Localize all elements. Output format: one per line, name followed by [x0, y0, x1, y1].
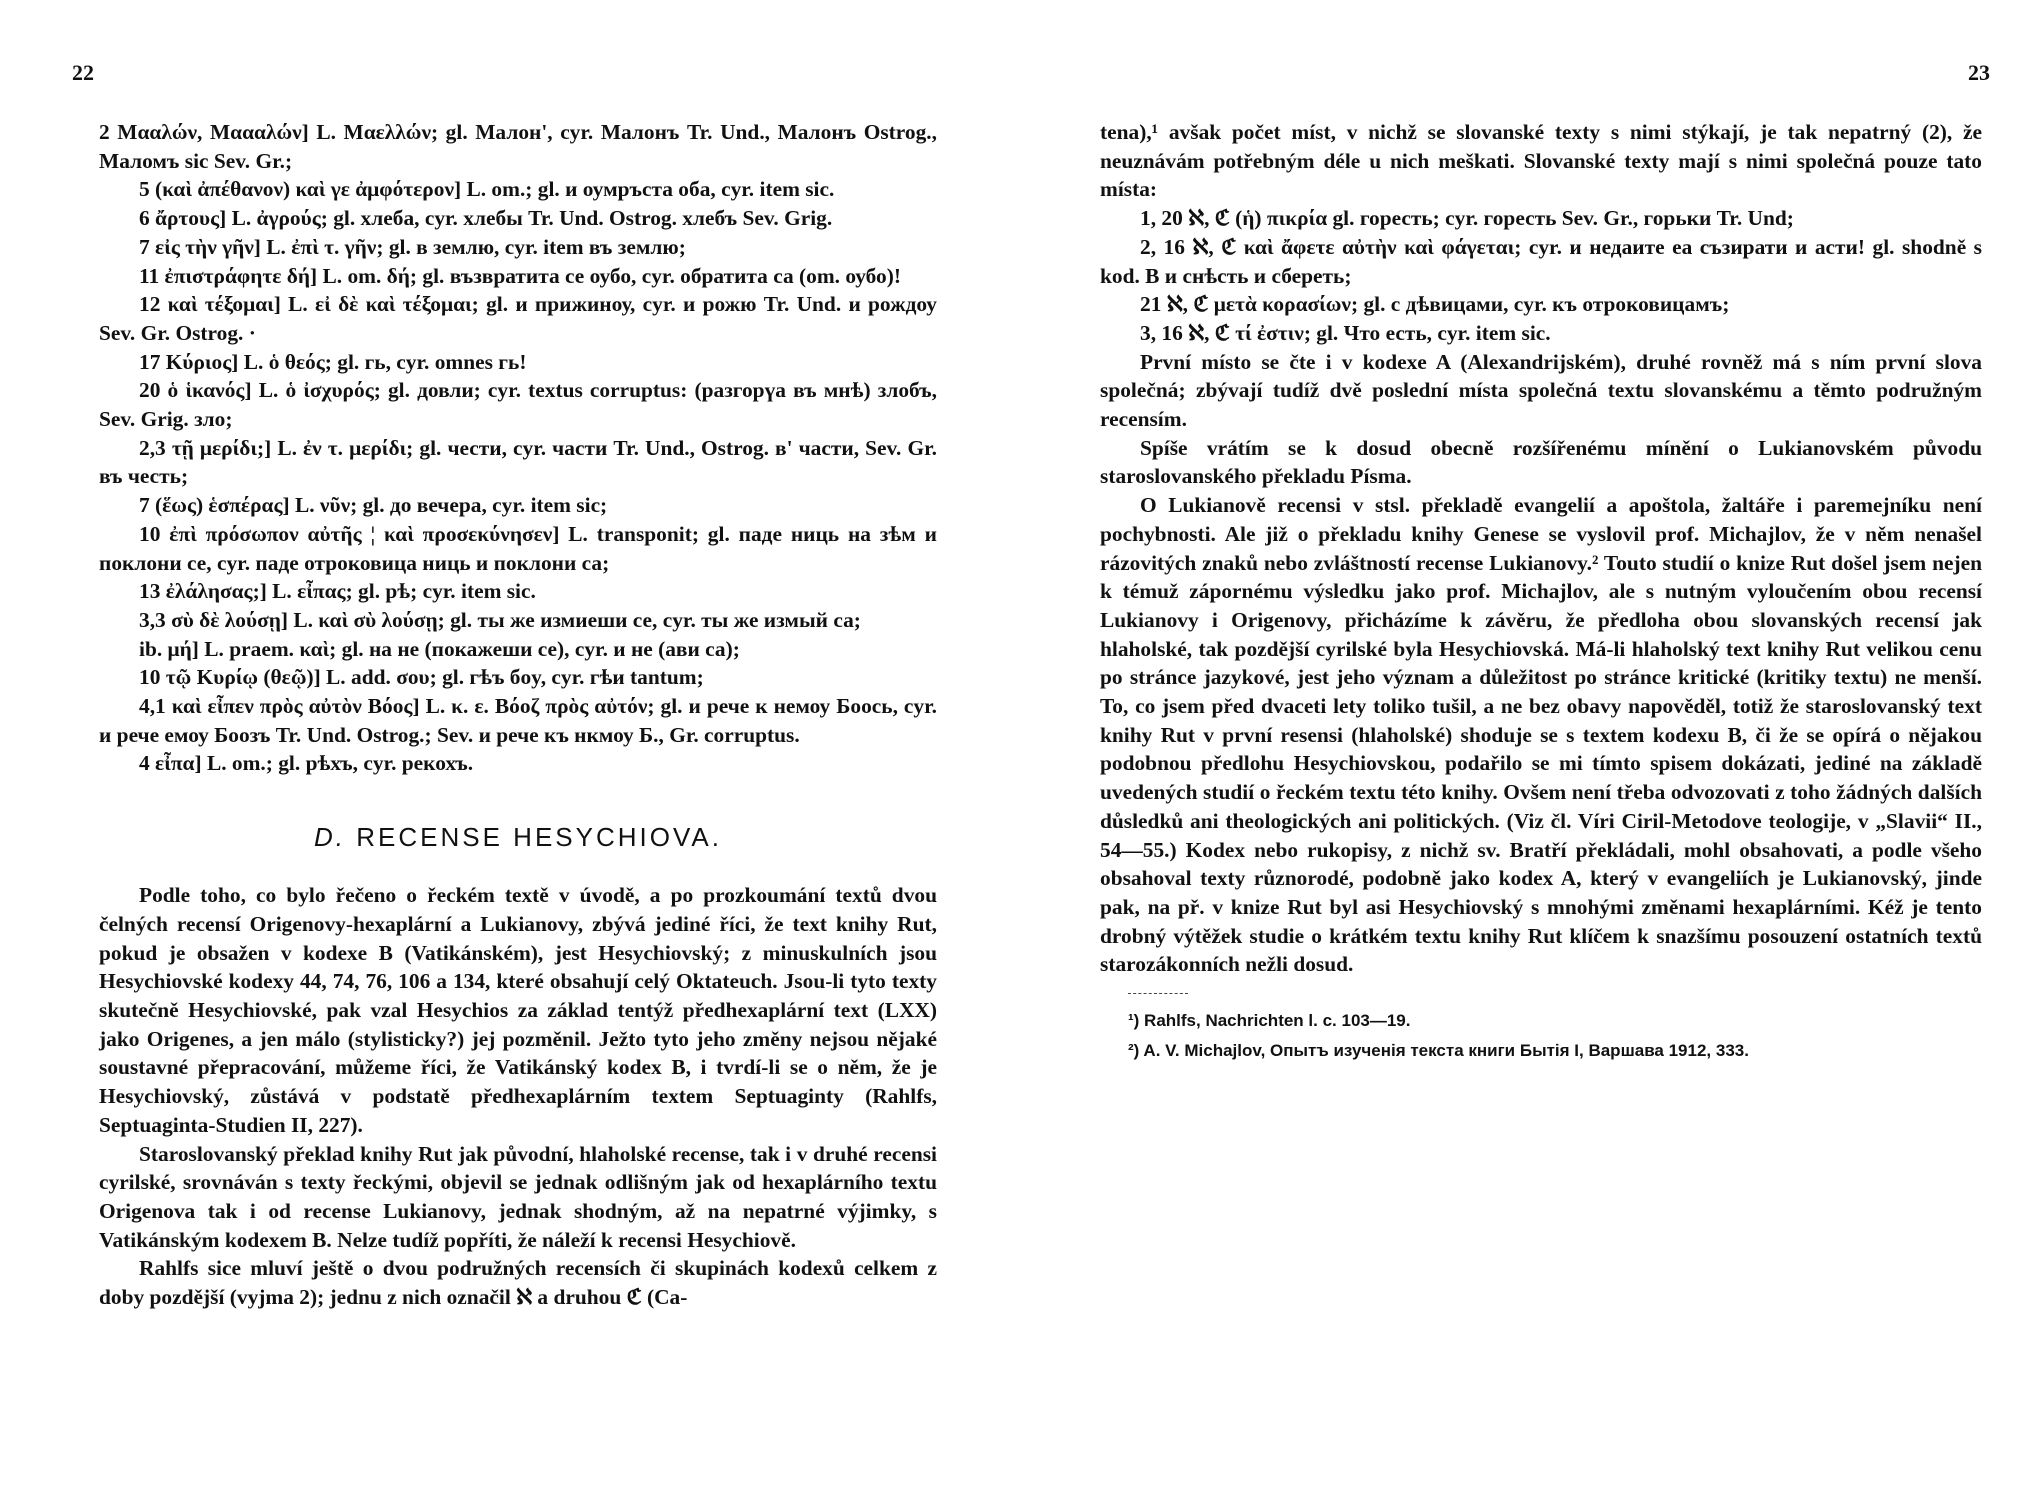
footnote-divider — [1128, 993, 1188, 994]
paragraph: Staroslovanský překlad knihy Rut jak původní, hlaholské recense, tak i v druhé recensi cyrilské, srovnáván s texty řeckými, objevil se jednak odlišným jak od hexaplárního textu Origenova tak i od recense Lukianovy, jednak shodným, až na nepatrné výjimky, s Vatikánským kodexem B. Nelze tudíž popříti, že náleží k recensi Hesychiově. — [99, 1141, 937, 1252]
apparatus-entry: 5 (καὶ ἀπέθανον) καὶ γε ἀμφότερον] L. om.; gl. и оумръста оба, cyr. item sic. — [139, 177, 835, 202]
apparatus-entry: 2 Μααλών, Μαααλών] L. Μαελλών; gl. Малон', cyr. Малонъ Tr. Und., Малонъ Ostrog., Маломъ sic Sev. Gr.; — [99, 120, 937, 173]
apparatus-entry: 2,3 τῇ μερίδι;] L. ἐν τ. μερίδι; gl. чести, cyr. части Tr. Und., Ostrog. в' части, Sev. Gr. въ честь; — [99, 435, 937, 489]
footnote: ²) A. V. Michajlov, Опытъ изученія текста книги Бытія I, Варшава 1912, 333. — [1128, 1041, 1749, 1061]
paragraph: O Lukianově recensi v stsl. překladě evangelií a apoštola, žaltáře i paremejníku není pochybnosti. Ale již o překladu knihy Genese se vyslovil prof. Michajlov, že v něm nenašel rázovitých znaků nebo zvláštností recense Lukianovy.² Touto studií o knize Rut došel jsem nejen k témuž zápornému výsledku jako prof. Michajlov, ale s nutným vyloučením obou recensí Lukianovy i Origenovy, přicházíme k závěru, že předloha obou slovanských recensí jak hlaholské, tak pozdější cyrilské byla Hesychiovská. Má-li hlaholský text knihy Rut velikou cenu po stránce jazykové, jest jeho význam a důležitost po stránce kritické (kritiky textu) ne menší. To, co jsem před dvaceti lety toliko tušil, a ne bez obavy napověděl, totiž že staroslovanský text knihy Rut v první resensi (hlaholské) shoduje se s textem kodexu B, či že se opírá o nějakou podobnou předlohu Hesychiovskou, podařilo se mi tímto spisem dokázati, jediné na základě uvedených studií o řeckém textu této knihy. Ovšem není třeba odvozovati z toho žádných dalších důsledků ani theologických ani politických. (Viz čl. Víri Ciril-Metodove teologije, v „Slavii“ II., 54—55.) Kodex nebo rukopisy, z nichž sv. Bratří překládali, mohl obsahovati, a podle všeho obsahoval texty různorodé, podobně jako kodex A, který v evangeliích je Lukianovský, jinde pak, na př. v knize Rut byl asi Hesychiovský s mnohými změnami hexaplárními. Kéž je tento drobný výtěžek studie o krátkém textu knihy Rut klíčem k snazšímu posouzení ostatních textů starozákonních nežli dosud. — [1100, 493, 1982, 977]
paragraph: První místo se čte i v kodexe A (Alexandrijském), druhé rovněž má s ním první slova společná; zbývají tudíž dvě poslední místa společná textu slovanskému a těmto podružným recensím. — [1100, 349, 1982, 432]
right-column — [1100, 118, 1982, 1066]
apparatus-entry: 7 εἰς τὴν γῆν] L. ἐπὶ τ. γῆν; gl. в землю, cyr. item въ землю; — [139, 234, 686, 259]
critical-apparatus — [99, 118, 937, 778]
apparatus-entry: 10 τῷ Κυρίῳ (θεῷ)] L. add. σου; gl. гѣъ бoy, cyr. гѣи tantum; — [139, 665, 704, 690]
variant-entry: 1, 20 ℵ, ℭ (ἡ) πικρία gl. горесть; cyr. горесть Sev. Gr., горьки Tr. Und; — [1140, 206, 1794, 231]
variant-entry: 21 ℵ, ℭ μετὰ κορασίων; gl. с дѣвицами, cyr. къ отроковицамъ; — [1140, 292, 1730, 317]
apparatus-entry: 4,1 καὶ εἶπεν πρὸς αὐτὸν Βόος] L. κ. ε. Βόοζ πρὸς αὐτόν; gl. и рече к немоу Боось, cyr. и рече емоу Боозъ Tr. Und. Ostrog.; Sev. и рече къ нкмоу Б., Gr. corruptus. — [99, 694, 937, 747]
apparatus-entry: 13 ἐλάλησας;] L. εἶπας; gl. рѣ; cyr. item sic. — [139, 579, 536, 604]
paragraph: tena),¹ avšak počet míst, v nichž se slovanské texty s nimi stýkají, je tak nepatrný (2), že neuznávám potřebným déle u nich meškati. Slovanské texty mají s nimi společná pouze tato místa: — [1100, 120, 1982, 202]
apparatus-entry: 11 ἐπιστράφητε δή] L. om. δή; gl. възвратита се оубо, cyr. обратита са (om. оубо)! — [139, 263, 901, 288]
page-number-right: 23 — [1968, 60, 1990, 85]
variant-entry: 3, 16 ℵ, ℭ τί ἐστιν; gl. Что есть, cyr. item sic. — [1140, 320, 1551, 345]
variant-entry: 2, 16 ℵ, ℭ καὶ ἄφετε αὐτὴν καὶ φάγεται; cyr. и недаите еа съзирати и асти! gl. shodně s kod. B и снѣсть и сбереть; — [1100, 234, 1982, 288]
right-body-top — [1100, 118, 1982, 204]
apparatus-entry: 12 καὶ τέξομαι] L. εἰ δὲ καὶ τέξομαι; gl. и прижиноу, cyr. и рожю Tr. Und. и рождоу Sev. Gr. Ostrog. · — [99, 292, 937, 345]
apparatus-entry: 17 Κύριος] L. ὁ θεός; gl. гь, cyr. omnes гь! — [139, 349, 527, 374]
apparatus-entry: 7 (ἕως) ἑσπέρας] L. νῦν; gl. до вечера, cyr. item sic; — [139, 493, 608, 518]
paragraph: Spíše vrátím se k dosud obecně rozšířenému mínění o Lukianovském původu staroslovanského překladu Písma. — [1100, 435, 1982, 489]
apparatus-entry: 6 ἄρτους] L. ἀγρούς; gl. хлеба, cyr. хлебы Tr. Und. Ostrog. хлебъ Sev. Grig. — [139, 206, 833, 231]
paragraph: Podle toho, co bylo řečeno o řeckém textě v úvodě, a po prozkoumání textů dvou čelných recensí Origenovy-hexaplární a Lukianovy, zbývá jediné říci, že text knihy Rut, pokud je obsažen v kodexe B (Vatikánském), jest Hesychiovský; z minuskulních jsou Hesychiovské kodexy 44, 74, 76, 106 a 134, které obsahují celý Oktateuch. Jsou-li tyto texty skutečně Hesychiovské, pak vzal Hesychios za základ tentýž předhexaplární text (LXX) jako Origenes, a jen málo (stylisticky?) jej pozměnil. Ježto tyto jeho změny nejsou nějaké soustavné přepracování, můžeme říci, že Vatikánský kodex B, i tvrdí-li se o něm, že je Hesychiovský, zůstává v podstatě předhexaplárním textem Septuaginty (Rahlfs, Septuaginta-Studien II, 227). — [99, 883, 937, 1137]
heading-letter: D. — [314, 822, 347, 853]
right-body-text — [1100, 348, 1982, 979]
apparatus-entry: ib. μή] L. praem. καὶ; gl. на не (покажеши се), cyr. и не (ави са); — [139, 636, 740, 661]
apparatus-entry: 4 εἶπα] L. om.; gl. рѣхъ, cyr. рекохъ. — [139, 751, 474, 776]
paragraph: Rahlfs sice mluví ještě o dvou podružných recensích či skupinách kodexů celkem z doby pozdější (vyjma 2); jednu z nich označil ℵ a druhou ℭ (Ca- — [99, 1256, 937, 1310]
heading-text: RECENSE HESYCHIOVA. — [356, 822, 722, 853]
section-heading — [99, 822, 937, 853]
left-column — [99, 118, 937, 1312]
page-number-left: 22 — [72, 60, 94, 85]
apparatus-entry: 10 ἐπὶ πρόσωπον αὐτῆς ¦ καὶ προσεκύνησεν] L. transponit; gl. паде ниць на зѣм и поклони се, cyr. паде отроковица ниць и поклони са; — [99, 521, 937, 575]
apparatus-entry: 20 ὁ ἱκανός] L. ὁ ἰσχυρός; gl. довли; cyr. textus corruptus: (разгорүа въ мнѣ) злобъ, Sev. Grig. зло; — [99, 378, 937, 432]
footnotes — [1100, 1006, 1982, 1066]
left-body-text — [99, 881, 937, 1312]
left-page — [0, 0, 1000, 1500]
right-page — [1018, 0, 2036, 1500]
footnote: ¹) Rahlfs, Nachrichten l. c. 103—19. — [1128, 1011, 1411, 1031]
apparatus-entry: 3,3 σὺ δὲ λούσῃ] L. καὶ σὺ λούσῃ; gl. ты же измиеши се, cyr. ты же измый са; — [139, 607, 861, 632]
variant-list — [1100, 204, 1982, 348]
